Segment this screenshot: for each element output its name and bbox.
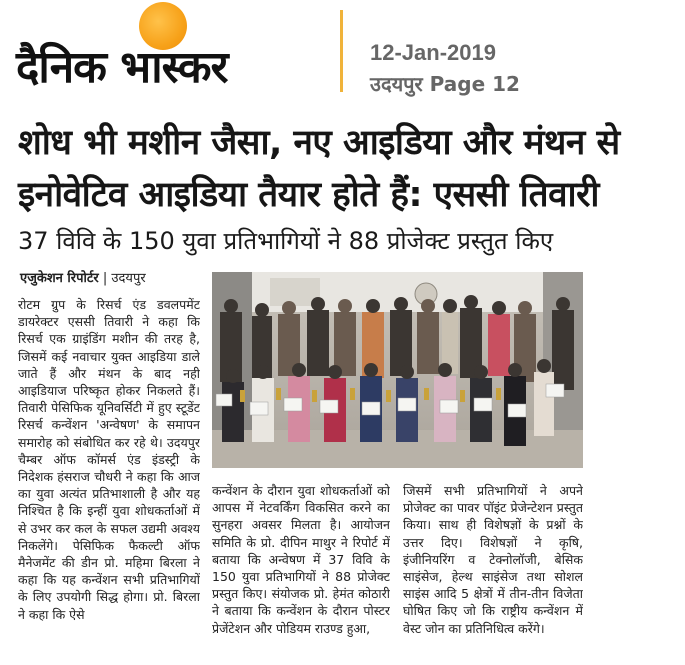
masthead-divider (340, 10, 343, 92)
newspaper-masthead: दैनिक भास्कर (16, 42, 228, 93)
column-2-text: कन्वेंशन के दौरान युवा शोधकर्ताओं को आपस में नेटवर्किंग विकसित करने का सुनहरा अवसर मिलता है। आयोजन समिति के प्रो. दीपिन माथुर ने रिपोर्ट में बताया कि अन्वेषण में 37 विवि के 150 युवा प्रतिभागियों ने 88 प्रोजेक्ट प्रस्तुत किए। संयोजक प्रो. हेमंत कोठारी ने बताया कि कन्वेंशन के दौरान पोस्टर प्रेजेंटेशन और पोडियम राउण्ड हुआ, (212, 483, 390, 636)
issue-date: 12-Jan-2019 (370, 40, 496, 65)
article-column-1 (18, 296, 200, 664)
edition-page: उदयपुर Page 12 (370, 72, 520, 96)
byline-reporter: एजुकेशन रिपोर्टर (20, 271, 99, 286)
byline-separator: | (102, 271, 112, 286)
headline-line-2: इनोवेटिव आइडिया तैयार होते हैं: एससी तिवारी (18, 175, 599, 215)
article-column-3 (403, 482, 583, 664)
column-3-text: जिसमें सभी प्रतिभागियों ने अपने प्रोजेक्ट का पावर पॉइंट प्रेजेन्टेशन प्रस्तुत किया। साथ ही विशेषज्ञों के प्रश्नों के उत्तर दिए। विशेषज्ञों ने कृषि, इंजीनियरिंग व टेक्नोलॉजी, बेसिक साइंसेज, हेल्थ साइंसेज तथा सोशल साइंस आदि 5 क्षेत्रों में तीन-तीन विजेता घोषित किए जो कि राष्ट्रीय कन्वेंशन में वेस्ट जोन का प्रतिनिधित्व करेंगे। (403, 483, 583, 636)
byline-city: उदयपुर (111, 271, 146, 286)
subheadline: 37 विवि के 150 युवा प्रतिभागियों ने 88 प्रोजेक्ट प्रस्तुत किए (18, 227, 554, 255)
headline-line-1: शोध भी मशीन जैसा, नए आइडिया और मंथन से (18, 123, 620, 163)
column-1-text: रोटम ग्रुप के रिसर्च एंड डवलपमेंट डायरेक्टर एससी तिवारी ने कहा कि रिसर्च एक ग्राइंडिंग मशीन की तरह है, जिसमें कई नवाचार युक्त आइडिया डाले जाते हैं और मंथन के बाद नही आइडियाज परिष्कृत होकर निकलते हैं। तिवारी पेसिफिक यूनिवर्सिटी में हुए स्टूडेंट रिसर्च कन्वेंशन 'अन्वेषण' के समापन समारोह को संबोधित कर रहे थे। उदयपुर चैम्बर ऑफ कॉमर्स एंड इंडस्ट्री के निदेशक हंसराज चौधरी ने कहा कि आज का युवा अत्यंत प्रतिभाशाली है और यह निश्चित है कि इन्हीं युवा शोधकर्ताओं में से उभर कर कल के सफल उद्यमी अवश्य निकलेंगे। पेसिफिक फैकल्टी ऑफ मैनेजमेंट की डीन प्रो. महिमा बिरला ने कहा कि यह कन्वेंशन सभी प्रतिभागियों के लिए उपयोगी सिद्ध होगा। प्रो. बिरला ने कहा कि ऐसे (18, 297, 200, 622)
byline (20, 268, 146, 286)
article-column-2 (212, 482, 390, 664)
event-group-photo (212, 272, 583, 468)
